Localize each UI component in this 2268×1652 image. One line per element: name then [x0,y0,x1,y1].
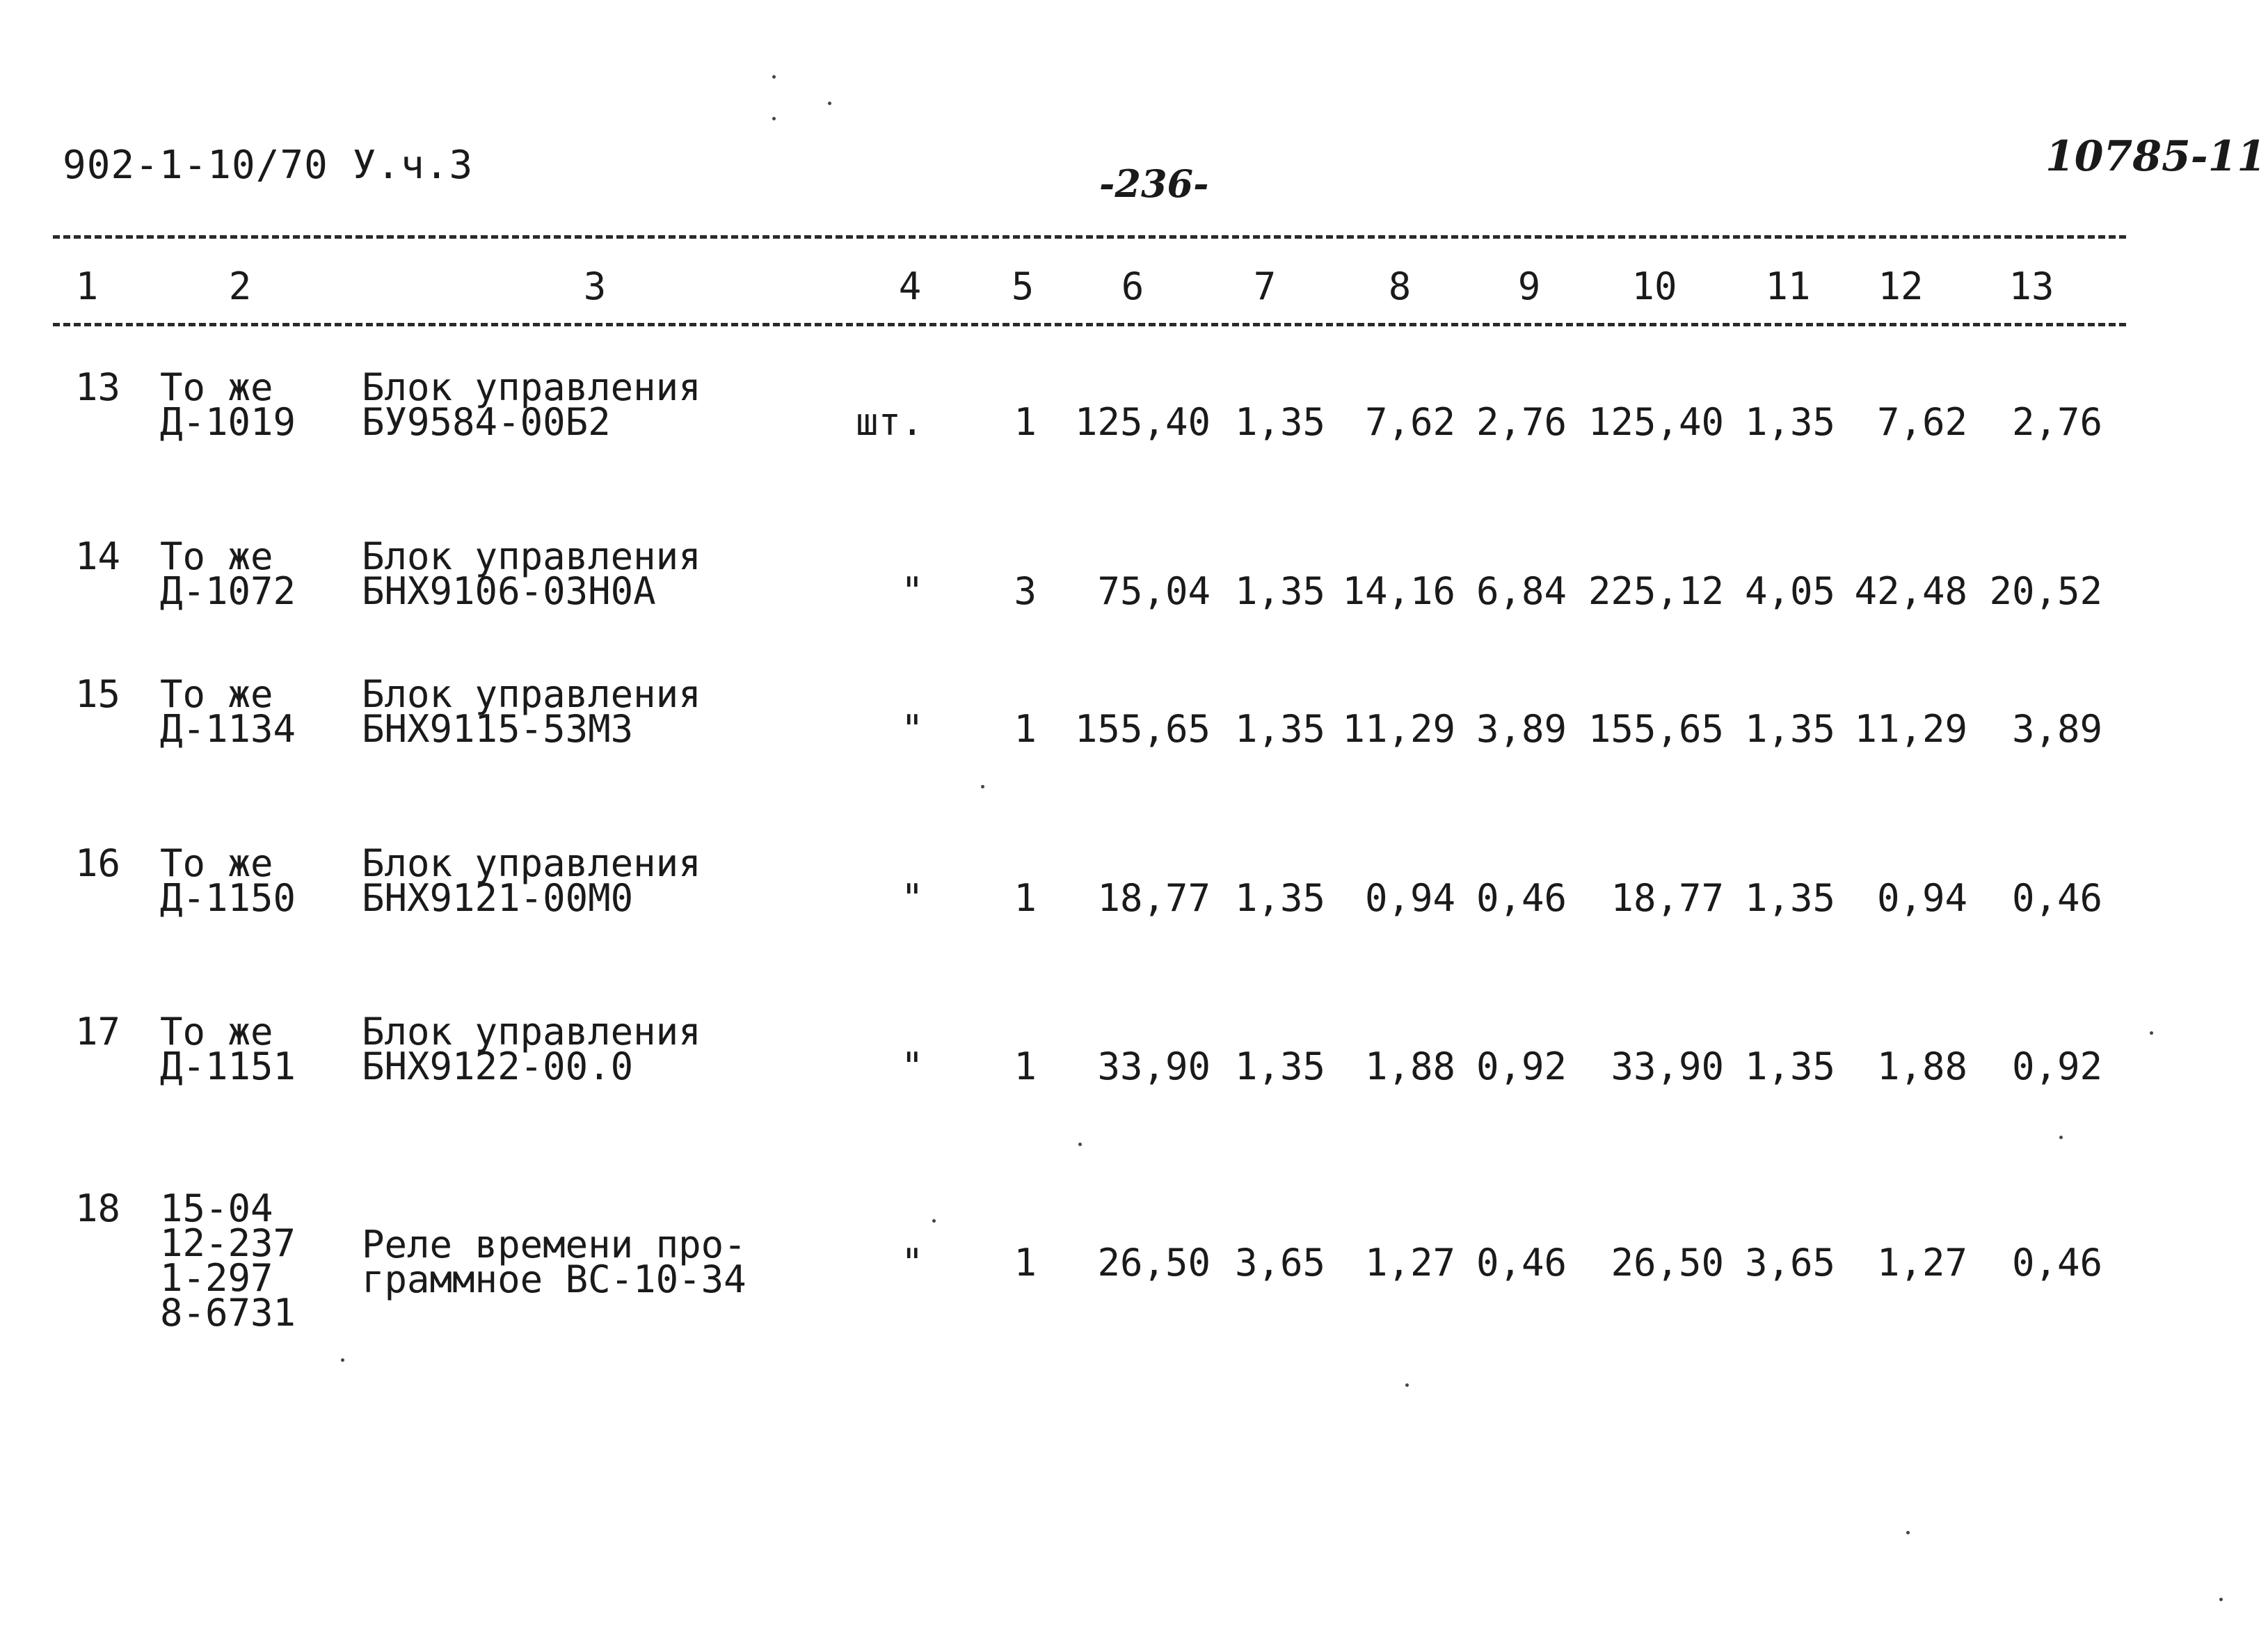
row-value-qty: 3 [1014,569,1037,613]
scan-speck [2219,1598,2223,1601]
reference-line: Д-1134 [160,707,296,751]
row-value-c6: 125,40 [1074,400,1211,444]
row-reference [160,1186,296,1335]
row-value-c8: 1,88 [1364,1045,1455,1088]
row-value-c13: 0,46 [2011,876,2102,920]
scan-speck [2150,1031,2153,1035]
row-value-c11: 4,05 [1744,569,1835,613]
column-header-10: 10 [1631,264,1677,308]
row-value-qty: 1 [1014,876,1037,920]
row-value-c10: 155,65 [1588,707,1724,751]
row-reference [160,841,296,920]
column-header-3: 3 [583,264,607,308]
row-value-c13: 0,46 [2011,1241,2102,1285]
reference-line: То же [160,841,273,885]
row-value-c8: 14,16 [1342,569,1455,613]
column-header-12: 12 [1878,264,1924,308]
row-value-qty: 1 [1014,1241,1037,1285]
row-value-qty: 1 [1014,1045,1037,1088]
row-value-c6: 18,77 [1097,876,1211,920]
scan-speck [2059,1136,2063,1139]
page-number: -236- [1099,161,1209,206]
row-value-qty: 1 [1014,707,1037,751]
row-number: 13 [75,365,121,409]
row-item-name [362,672,701,751]
scan-speck [932,1219,936,1223]
row-value-c6: 155,65 [1074,707,1211,751]
row-value-c12: 0,94 [1876,876,1967,920]
row-item-name [362,1010,701,1088]
row-value-c12: 42,48 [1854,569,1967,613]
row-value-c7: 1,35 [1234,707,1325,751]
row-item-name [362,365,701,444]
document-code: 902-1-10/70 У.ч.3 [63,143,474,188]
reference-line: Д-1150 [160,876,296,920]
item-name-line: Блок управления [362,365,701,409]
reference-line: Д-1072 [160,569,296,613]
column-header-1: 1 [75,264,99,308]
row-unit: " [901,876,924,920]
row-number: 14 [75,534,121,578]
table-top-rule [53,235,2126,239]
row-value-c10: 125,40 [1588,400,1724,444]
item-name-line: БНХ9115-53М3 [362,707,634,751]
row-value-c10: 18,77 [1611,876,1724,920]
row-value-c11: 1,35 [1744,400,1835,444]
item-name-line: Блок управления [362,672,701,716]
row-value-c9: 6,84 [1476,569,1567,613]
row-unit: " [901,1241,924,1285]
scan-speck [1405,1383,1409,1387]
scan-speck [772,117,776,120]
scan-speck [1906,1531,1910,1534]
row-reference [160,534,296,613]
column-header-2: 2 [228,264,252,308]
row-reference [160,1010,296,1088]
row-value-c6: 26,50 [1097,1241,1211,1285]
row-value-c13: 2,76 [2011,400,2102,444]
column-header-5: 5 [1011,264,1035,308]
reference-line: То же [160,672,273,716]
row-value-c10: 26,50 [1611,1241,1724,1285]
row-value-c8: 7,62 [1364,400,1455,444]
row-number: 17 [75,1010,121,1054]
row-value-c8: 11,29 [1342,707,1455,751]
row-value-qty: 1 [1014,400,1037,444]
scan-speck [981,785,984,788]
row-item-name [362,534,701,613]
table-header-rule [53,323,2126,326]
column-header-8: 8 [1388,264,1412,308]
row-value-c11: 1,35 [1744,1045,1835,1088]
scan-speck [341,1358,344,1362]
row-reference [160,672,296,751]
item-name-line: БУ9584-00Б2 [362,400,611,444]
row-value-c12: 7,62 [1876,400,1967,444]
row-value-c11: 3,65 [1744,1241,1835,1285]
reference-line: То же [160,1010,273,1054]
row-number: 16 [75,841,121,885]
reference-line: 15-04 [160,1186,273,1230]
item-name-line: Блок управления [362,841,701,885]
column-header-9: 9 [1517,264,1541,308]
column-header-11: 11 [1765,264,1811,308]
row-value-c9: 0,46 [1476,876,1567,920]
row-value-c9: 0,46 [1476,1241,1567,1285]
row-value-c10: 225,12 [1588,569,1724,613]
row-value-c9: 3,89 [1476,707,1567,751]
reference-line: Д-1151 [160,1045,296,1088]
row-value-c12: 1,88 [1876,1045,1967,1088]
item-name-line: Реле времени про- [362,1223,746,1266]
row-unit: " [901,1045,924,1088]
row-unit: " [901,569,924,613]
column-header-7: 7 [1253,264,1277,308]
row-value-c10: 33,90 [1611,1045,1724,1088]
row-value-c9: 2,76 [1476,400,1567,444]
row-value-c13: 0,92 [2011,1045,2102,1088]
item-name-line: БНХ9122-00.0 [362,1045,634,1088]
reference-line: Д-1019 [160,400,296,444]
row-value-c7: 1,35 [1234,1045,1325,1088]
item-name-line: Блок управления [362,1010,701,1054]
row-value-c13: 3,89 [2011,707,2102,751]
row-value-c12: 11,29 [1854,707,1967,751]
row-value-c12: 1,27 [1876,1241,1967,1285]
scan-speck [1078,1143,1082,1146]
row-value-c8: 0,94 [1364,876,1455,920]
row-value-c6: 75,04 [1097,569,1211,613]
archive-number: 10785-11 [2045,132,2267,181]
row-value-c7: 1,35 [1234,569,1325,613]
scan-speck [772,75,776,79]
item-name-line: БНХ9121-00М0 [362,876,634,920]
row-value-c11: 1,35 [1744,876,1835,920]
reference-line: 12-237 [160,1221,296,1265]
row-unit: шт. [856,400,924,444]
scan-speck [828,102,831,105]
row-value-c9: 0,92 [1476,1045,1567,1088]
row-unit: " [901,707,924,751]
row-value-c7: 3,65 [1234,1241,1325,1285]
column-header-4: 4 [898,264,922,308]
row-value-c11: 1,35 [1744,707,1835,751]
row-number: 18 [75,1186,121,1230]
row-value-c13: 20,52 [1989,569,2102,613]
column-header-13: 13 [2009,264,2054,308]
item-name-line: Блок управления [362,534,701,578]
row-value-c7: 1,35 [1234,400,1325,444]
row-reference [160,365,296,444]
row-value-c8: 1,27 [1364,1241,1455,1285]
item-name-line: граммное ВС-10-34 [362,1257,746,1301]
reference-line: 8-6731 [160,1291,296,1335]
item-name-line: БНХ9106-03Н0А [362,569,656,613]
row-value-c7: 1,35 [1234,876,1325,920]
row-item-name [362,841,701,920]
row-item-name [362,1223,746,1301]
reference-line: 1-297 [160,1256,273,1300]
row-value-c6: 33,90 [1097,1045,1211,1088]
reference-line: То же [160,365,273,409]
column-header-6: 6 [1121,264,1144,308]
reference-line: То же [160,534,273,578]
row-number: 15 [75,672,121,716]
